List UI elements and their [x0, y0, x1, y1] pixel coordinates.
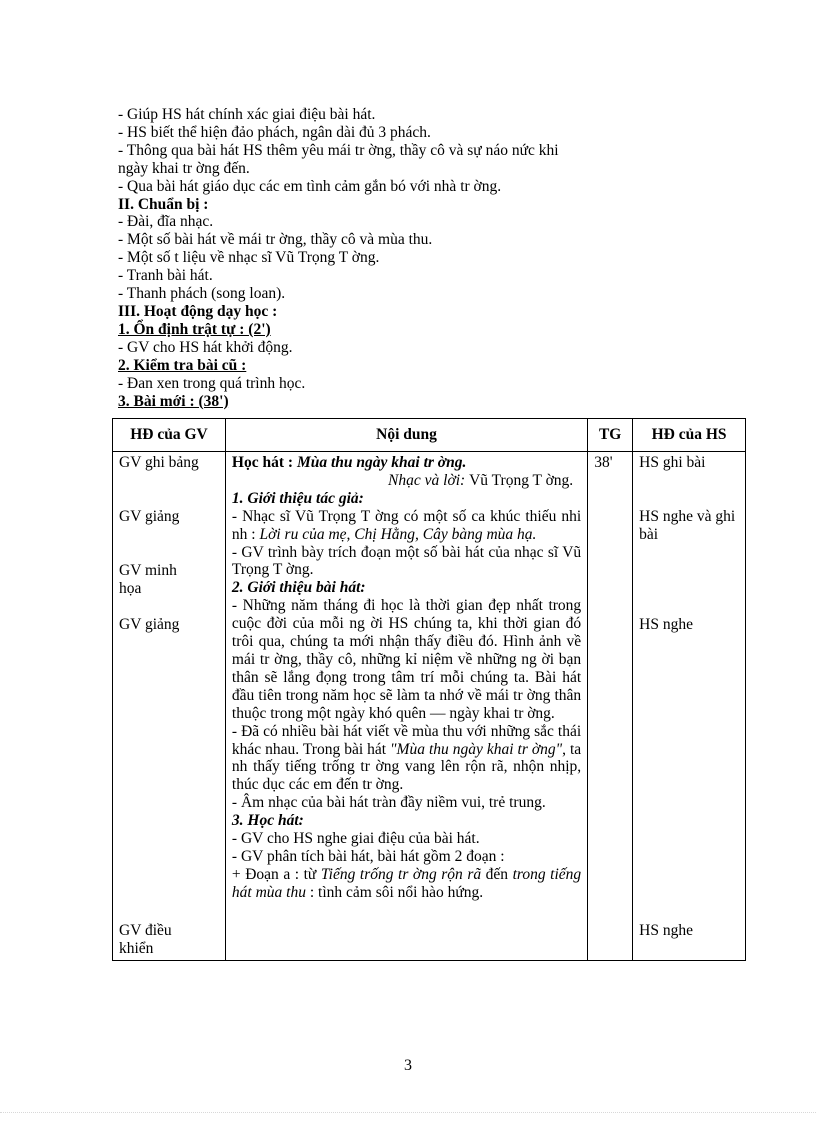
subheading-new-lesson: 3. Bài mới : (38')	[118, 392, 229, 410]
page-number: 3	[404, 1057, 412, 1074]
song-phrase: trong tiếng hát mùa thu	[231, 865, 582, 901]
header-teacher: HĐ của GV	[113, 419, 226, 452]
teacher-activity: GV giảng	[119, 508, 180, 525]
content-paragraph: - Những năm tháng đi học là thời gian đẹp nhất trong cuộc đời của mỗi ng ời HS chúng ta, khi thời gian đó trôi qua, chúng ta mới nhận thấy điều đó. Hình ảnh về mái tr ờng, thầy cô, những kỉ niệm về những ng ời bạn thân sẽ lắng đọng trong tâm trí mỗi chúng ta. Bài hát đầu tiên trong năm học sẽ làm ta nhớ về mái tr ờng thân thuộc trong một ngày khó quên — ngày khai tr ờng.	[231, 597, 582, 722]
header-content: Nội dung	[225, 419, 587, 452]
song-title: Mùa thu ngày khai tr ờng.	[296, 454, 467, 471]
content-paragraph	[232, 866, 581, 902]
author-name: Vũ Trọng T ờng.	[469, 471, 574, 489]
content-paragraph	[232, 508, 581, 544]
song-author	[232, 472, 581, 490]
content-paragraph: - GV trình bày trích đoạn một số bài hát của nhạc sĩ Vũ Trọng T ờng.	[231, 543, 582, 579]
objective-line: - Giúp HS hát chính xác giai điệu bài hát.	[118, 106, 376, 123]
student-activity: HS ghi bài	[639, 454, 706, 471]
section-heading: 2. Giới thiệu bài hát:	[231, 579, 366, 597]
lesson-title-label: Học hát :	[231, 454, 297, 471]
author-label: Nhạc và lời:	[388, 471, 470, 489]
lesson-table	[112, 418, 746, 961]
heading-preparation: II. Chuẩn bị :	[118, 195, 209, 213]
teacher-activity: GV minh họa	[119, 562, 177, 597]
objective-line: - Thông qua bài hát HS thêm yêu mái tr ờng, thầy cô và sự náo nức khi	[118, 141, 559, 159]
table-row	[113, 452, 746, 961]
teacher-activity: GV điều khiển	[119, 922, 172, 957]
song-phrase: Tiếng trống tr ờng rộn rã	[320, 865, 482, 883]
content-text: + Đoạn a : từ	[231, 865, 321, 883]
prep-line: - Tranh bài hát.	[118, 267, 213, 285]
subheading-review: 2. Kiểm tra bài cũ :	[118, 356, 247, 374]
teacher-activity: GV giảng	[119, 616, 180, 633]
content-text: , ta nh thấy tiếng trống tr ờng vang lên rộn rã, nhộn nhịp, thúc dục các em đến tr ờng.	[231, 740, 582, 794]
activity-line: - GV cho HS hát khởi động.	[118, 338, 293, 356]
prep-line: - Thanh phách (song loan).	[118, 285, 286, 303]
heading-activities: III. Hoạt động dạy học :	[118, 302, 278, 320]
content-paragraph: - GV cho HS nghe giai điệu của bài hát.	[231, 830, 480, 848]
teacher-activity-cell	[113, 452, 226, 961]
student-activity: HS nghe	[639, 922, 693, 939]
time-cell	[588, 452, 633, 961]
section-heading: 1. Giới thiệu tác giả:	[231, 489, 364, 507]
lesson-title	[232, 454, 581, 472]
song-quote: "Mùa thu ngày khai tr ờng"	[390, 740, 563, 758]
content-text: : tình cảm sôi nổi hào hứng.	[305, 883, 484, 901]
content-text: - Nhạc sĩ Vũ Trọng T ờng có một số ca khúc thiếu nhi nh :	[231, 507, 582, 543]
table-header-row	[113, 419, 746, 452]
student-activity: HS nghe và ghi bài	[639, 508, 736, 543]
objective-line: ngày khai tr ờng đến.	[118, 159, 250, 177]
page-edge-rule	[0, 1112, 816, 1113]
section-heading: 3. Học hát:	[231, 812, 304, 830]
time-value: 38'	[594, 454, 613, 471]
objective-line: - Qua bài hát giáo dục các em tình cảm gắn bó với nhà tr ờng.	[118, 177, 502, 195]
student-activity-cell	[633, 452, 746, 961]
content-paragraph	[232, 723, 581, 795]
prep-line: - Một số t liệu về nhạc sĩ Vũ Trọng T ờng.	[118, 249, 380, 267]
prep-line: - Đài, đĩa nhạc.	[118, 213, 214, 231]
intro-section	[118, 106, 678, 410]
subheading-order: 1. Ổn định trật tự : (2')	[118, 320, 271, 338]
content-text: - Đã có nhiều bài hát viết về mùa thu với những sắc thái khác nhau. Trong bài hát	[231, 722, 582, 758]
header-time: TG	[588, 419, 633, 452]
content-text: đến	[481, 865, 513, 883]
teacher-activity: GV ghi bảng	[119, 454, 199, 471]
content-cell	[225, 452, 587, 961]
prep-line: - Một số bài hát về mái tr ờng, thầy cô và mùa thu.	[118, 231, 433, 249]
activity-line: - Đan xen trong quá trình học.	[118, 374, 306, 392]
content-paragraph: - Âm nhạc của bài hát tràn đầy niềm vui, trẻ trung.	[231, 794, 546, 812]
content-paragraph: - GV phân tích bài hát, bài hát gồm 2 đoạn :	[231, 847, 505, 865]
header-student: HĐ của HS	[633, 419, 746, 452]
song-list: Lời ru của mẹ, Chị Hằng, Cây bàng mùa hạ.	[259, 525, 537, 543]
student-activity: HS nghe	[639, 616, 693, 633]
objective-line: - HS biết thể hiện đảo phách, ngân dài đủ 3 phách.	[118, 123, 431, 141]
